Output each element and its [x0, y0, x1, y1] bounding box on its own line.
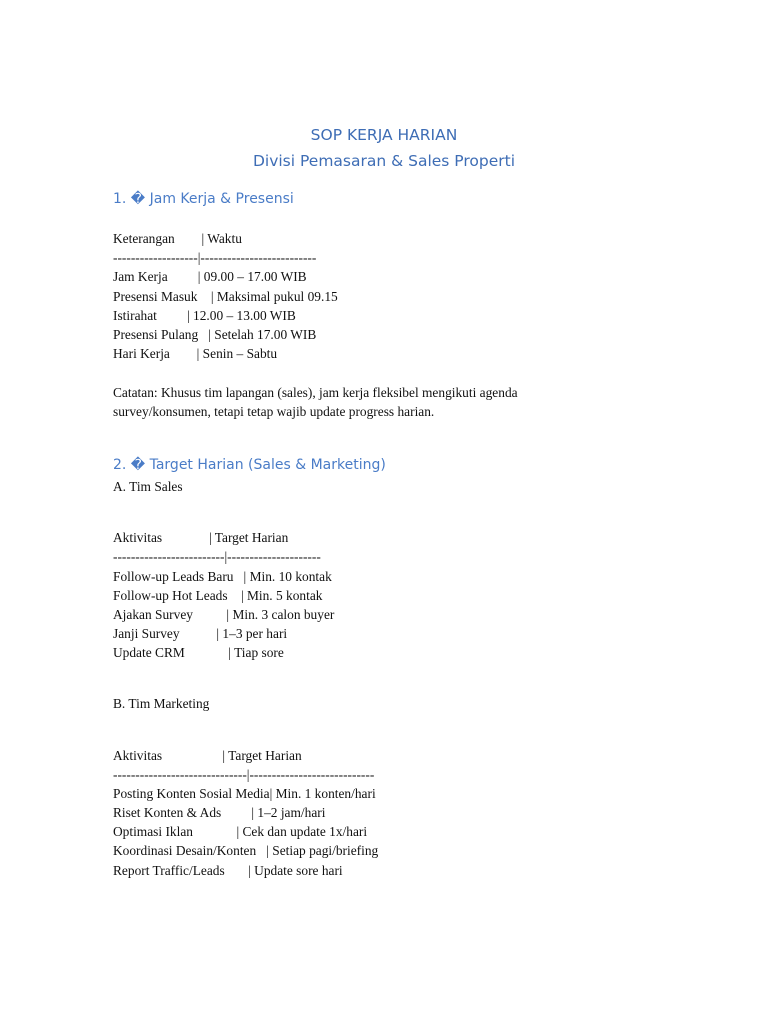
- section-heading-target-harian: 2. � Target Harian (Sales & Marketing): [113, 457, 386, 473]
- note-text: Catatan: Khusus tim lapangan (sales), jam kerja fleksibel mengikuti agenda: [113, 385, 518, 400]
- table-row: Report Traffic/Leads | Update sore hari: [113, 863, 343, 878]
- table-separator: ------------------------------|----------------------------: [113, 767, 375, 782]
- note-text: survey/konsumen, tetapi tetap wajib update progress harian.: [113, 404, 435, 419]
- document-subtitle: Divisi Pemasaran & Sales Properti: [252, 152, 516, 170]
- section-heading-jam-kerja: 1. � Jam Kerja & Presensi: [113, 191, 294, 207]
- table-row: Posting Konten Sosial Media| Min. 1 konten/hari: [113, 786, 376, 801]
- table-row: Update CRM | Tiap sore: [113, 645, 284, 660]
- table-row: Follow-up Hot Leads | Min. 5 kontak: [113, 588, 323, 603]
- table-header-row: Aktivitas | Target Harian: [113, 748, 302, 763]
- table-row: Presensi Pulang | Setelah 17.00 WIB: [113, 327, 317, 342]
- table-row: Koordinasi Desain/Konten | Setiap pagi/briefing: [113, 843, 379, 858]
- table-row: Optimasi Iklan | Cek dan update 1x/hari: [113, 824, 368, 839]
- document-title: SOP KERJA HARIAN: [310, 126, 458, 144]
- table-row: Jam Kerja | 09.00 – 17.00 WIB: [113, 269, 307, 284]
- subsection-label-sales: A. Tim Sales: [113, 479, 183, 494]
- subsection-label-marketing: B. Tim Marketing: [113, 696, 210, 711]
- table-row: Ajakan Survey | Min. 3 calon buyer: [113, 607, 335, 622]
- table-row: Hari Kerja | Senin – Sabtu: [113, 346, 278, 361]
- table-header-row: Keterangan | Waktu: [113, 231, 242, 246]
- table-row: Riset Konten & Ads | 1–2 jam/hari: [113, 805, 326, 820]
- table-separator: -------------------------|---------------------: [113, 549, 321, 564]
- table-row: Istirahat | 12.00 – 13.00 WIB: [113, 308, 296, 323]
- table-row: Janji Survey | 1–3 per hari: [113, 626, 288, 641]
- table-row: Follow-up Leads Baru | Min. 10 kontak: [113, 569, 332, 584]
- table-header-row: Aktivitas | Target Harian: [113, 530, 289, 545]
- table-row: Presensi Masuk | Maksimal pukul 09.15: [113, 289, 338, 304]
- table-separator: -------------------|--------------------------: [113, 250, 317, 265]
